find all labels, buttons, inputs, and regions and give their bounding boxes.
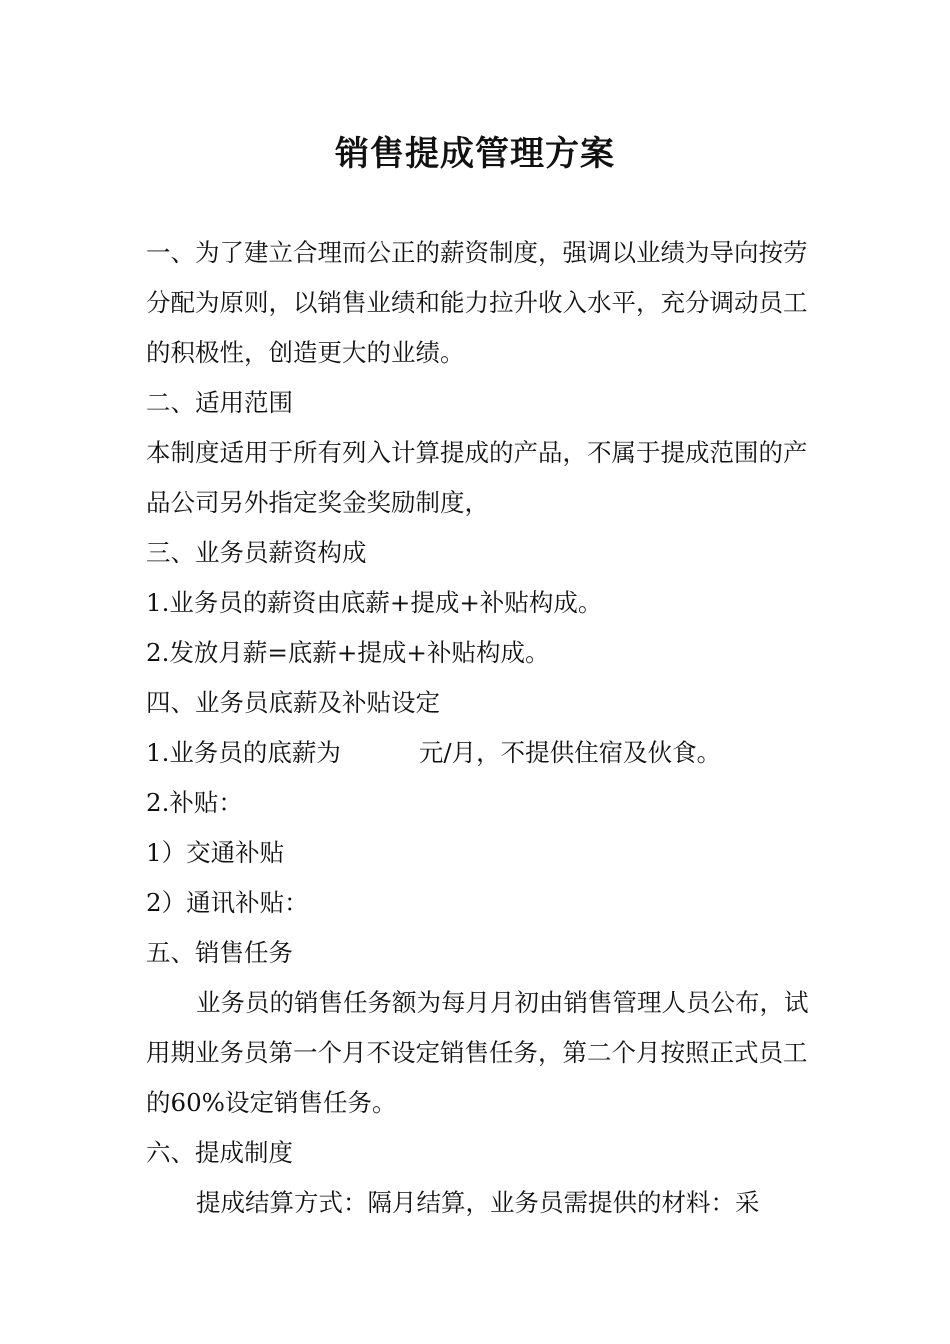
- base-salary-suffix: 元/月，不提供住宿及伙食。: [418, 738, 722, 767]
- heading-commission: 六、提成制度: [146, 1138, 293, 1167]
- document-body: [146, 228, 818, 1228]
- list-item-transport-allowance: 1）交通补贴: [146, 838, 285, 867]
- paragraph-allowance: 2.补贴：: [146, 788, 243, 817]
- heading-sales-target: 五、销售任务: [146, 938, 293, 967]
- base-salary-prefix: 1.业务员的底薪为: [146, 738, 341, 767]
- paragraph-scope: 本制度适用于所有列入计算提成的产品，不属于提成范围的产品公司另外指定奖金奖励制度，: [146, 438, 808, 517]
- paragraph-salary-composition: 1.业务员的薪资由底薪+提成+补贴构成。: [146, 588, 603, 617]
- paragraph-base-salary: [146, 728, 818, 778]
- paragraph-sales-target: 业务员的销售任务额为每月月初由销售管理人员公布，试用期业务员第一个月不设定销售任务，第二个月按照正式员工的60%设定销售任务。: [146, 988, 809, 1117]
- document-title: 销售提成管理方案: [335, 134, 615, 174]
- heading-base-and-allowance: 四、业务员底薪及补贴设定: [146, 688, 440, 717]
- paragraph-commission-settlement: 提成结算方式：隔月结算，业务员需提供的材料：采: [196, 1188, 760, 1217]
- paragraph-monthly-pay: 2.发放月薪=底薪+提成+补贴构成。: [146, 638, 550, 667]
- heading-scope: 二、适用范围: [146, 388, 293, 417]
- paragraph-purpose: 一、为了建立合理而公正的薪资制度，强调以业绩为导向按劳分配为原则，以销售业绩和能力拉升收入水平，充分调动员工的积极性，创造更大的业绩。: [146, 238, 808, 367]
- heading-salary-structure: 三、业务员薪资构成: [146, 538, 367, 567]
- list-item-communication-allowance: 2）通讯补贴：: [146, 888, 309, 917]
